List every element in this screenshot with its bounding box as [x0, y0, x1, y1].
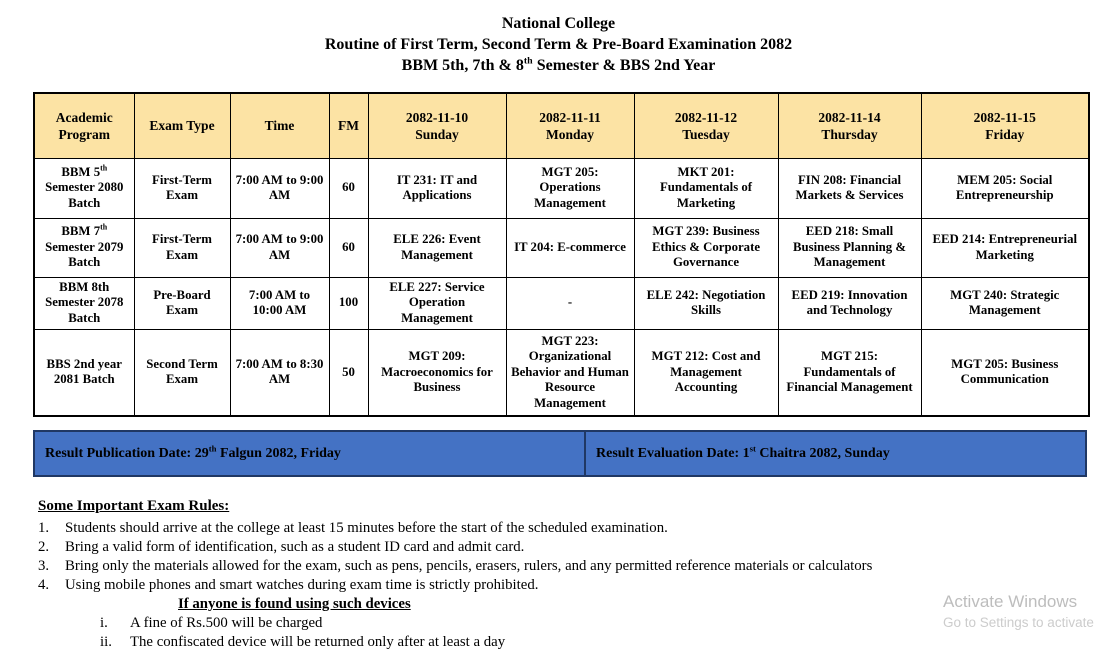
table-cell: MGT 223: Organizational Behavior and Human Resource Management — [506, 329, 634, 416]
document-title-block — [0, 0, 1117, 76]
column-header: Academic Program — [34, 93, 134, 158]
table-cell: BBM 7th Semester 2079 Batch — [34, 218, 134, 277]
column-header: Exam Type — [134, 93, 230, 158]
table-cell: BBM 5th Semester 2080 Batch — [34, 158, 134, 218]
activate-windows-text: Activate Windows — [943, 592, 1078, 611]
table-cell: Second Term Exam — [134, 329, 230, 416]
go-to-settings-text: Go to Settings to activate — [943, 615, 1094, 630]
date-column-header: 2082-11-11 Monday — [506, 93, 634, 158]
table-cell: ELE 226: Event Management — [368, 218, 506, 277]
rule-sub-text: A fine of Rs.500 will be charged — [130, 615, 323, 631]
rule-number: 4. — [38, 577, 50, 593]
table-cell: IT 204: E-commerce — [506, 218, 634, 277]
table-row — [34, 218, 1089, 277]
table-cell: EED 219: Innovation and Technology — [778, 277, 921, 329]
table-body — [34, 158, 1089, 416]
date-column-header: 2082-11-15 Friday — [921, 93, 1089, 158]
table-cell: 60 — [329, 218, 368, 277]
table-cell: 7:00 AM to 9:00 AM — [230, 158, 329, 218]
college-name: National College — [501, 15, 616, 32]
table-cell: EED 218: Small Business Planning & Management — [778, 218, 921, 277]
table-cell: MGT 212: Cost and Management Accounting — [634, 329, 778, 416]
rule-item — [38, 519, 1117, 538]
rule-text: Using mobile phones and smart watches during exam time is strictly prohibited. — [65, 577, 539, 593]
table-cell: FIN 208: Financial Markets & Services — [778, 158, 921, 218]
table-cell: 7:00 AM to 10:00 AM — [230, 277, 329, 329]
table-cell: BBM 8th Semester 2078 Batch — [34, 277, 134, 329]
table-cell: MGT 240: Strategic Management — [921, 277, 1089, 329]
table-cell: MGT 205: Operations Management — [506, 158, 634, 218]
column-header: Time — [230, 93, 329, 158]
table-cell: ELE 242: Negotiation Skills — [634, 277, 778, 329]
date-column-header: 2082-11-10 Sunday — [368, 93, 506, 158]
rule-text: Bring a valid form of identification, such as a student ID card and admit card. — [65, 539, 525, 555]
table-row — [34, 277, 1089, 329]
date-column-header: 2082-11-12 Tuesday — [634, 93, 778, 158]
table-row — [34, 329, 1089, 416]
rules-heading: Some Important Exam Rules: — [38, 498, 230, 514]
rules-list — [38, 519, 1117, 595]
rule-sub-number: i. — [100, 615, 108, 631]
table-cell: MEM 205: Social Entrepreneurship — [921, 158, 1089, 218]
rule-sub-item — [100, 633, 1117, 652]
date-column-header: 2082-11-14 Thursday — [778, 93, 921, 158]
rule-text: Students should arrive at the college at least 15 minutes before the start of the scheduled examination. — [65, 520, 668, 536]
table-cell: ELE 227: Service Operation Management — [368, 277, 506, 329]
table-cell: MGT 215: Fundamentals of Financial Management — [778, 329, 921, 416]
table-cell: MGT 205: Business Communication — [921, 329, 1089, 416]
result-evaluation-date: Result Evaluation Date: 1st Chaitra 2082, Sunday — [584, 430, 1087, 477]
rule-sub-text: The confiscated device will be returned only after at least a day — [130, 634, 506, 650]
rule-text: Bring only the materials allowed for the exam, such as pens, pencils, erasers, rulers, and any permitted reference materials or calculators — [65, 558, 873, 574]
rule-number: 1. — [38, 520, 50, 536]
table-cell: IT 231: IT and Applications — [368, 158, 506, 218]
rule-number: 3. — [38, 558, 50, 574]
table-header-row — [34, 93, 1089, 158]
table-cell: MGT 209: Macroeconomics for Business — [368, 329, 506, 416]
rule-item — [38, 538, 1117, 557]
rule-number: 2. — [38, 539, 50, 555]
table-cell: 7:00 AM to 8:30 AM — [230, 329, 329, 416]
table-cell: First-Term Exam — [134, 158, 230, 218]
semester-subtitle: BBM 5th, 7th & 8th Semester & BBS 2nd Year — [401, 55, 716, 74]
table-cell: First-Term Exam — [134, 218, 230, 277]
result-publication-date: Result Publication Date: 29th Falgun 2082, Friday — [33, 430, 585, 477]
activate-windows-watermark — [943, 592, 1094, 630]
table-cell: EED 214: Entrepreneurial Marketing — [921, 218, 1089, 277]
rules-subheading: If anyone is found using such devices — [178, 596, 411, 612]
table-cell: 60 — [329, 158, 368, 218]
table-cell: 50 — [329, 329, 368, 416]
table-row — [34, 158, 1089, 218]
rule-item — [38, 557, 1117, 576]
table-cell: - — [506, 277, 634, 329]
table-cell: MGT 239: Business Ethics & Corporate Governance — [634, 218, 778, 277]
table-cell: BBS 2nd year 2081 Batch — [34, 329, 134, 416]
result-dates-banner — [33, 430, 1088, 477]
column-header: FM — [329, 93, 368, 158]
exam-routine-table — [33, 92, 1090, 417]
rule-sub-number: ii. — [100, 634, 112, 650]
table-cell: 100 — [329, 277, 368, 329]
table-cell: 7:00 AM to 9:00 AM — [230, 218, 329, 277]
table-cell: MKT 201: Fundamentals of Marketing — [634, 158, 778, 218]
routine-title: Routine of First Term, Second Term & Pre-Board Examination 2082 — [324, 36, 793, 53]
table-cell: Pre-Board Exam — [134, 277, 230, 329]
